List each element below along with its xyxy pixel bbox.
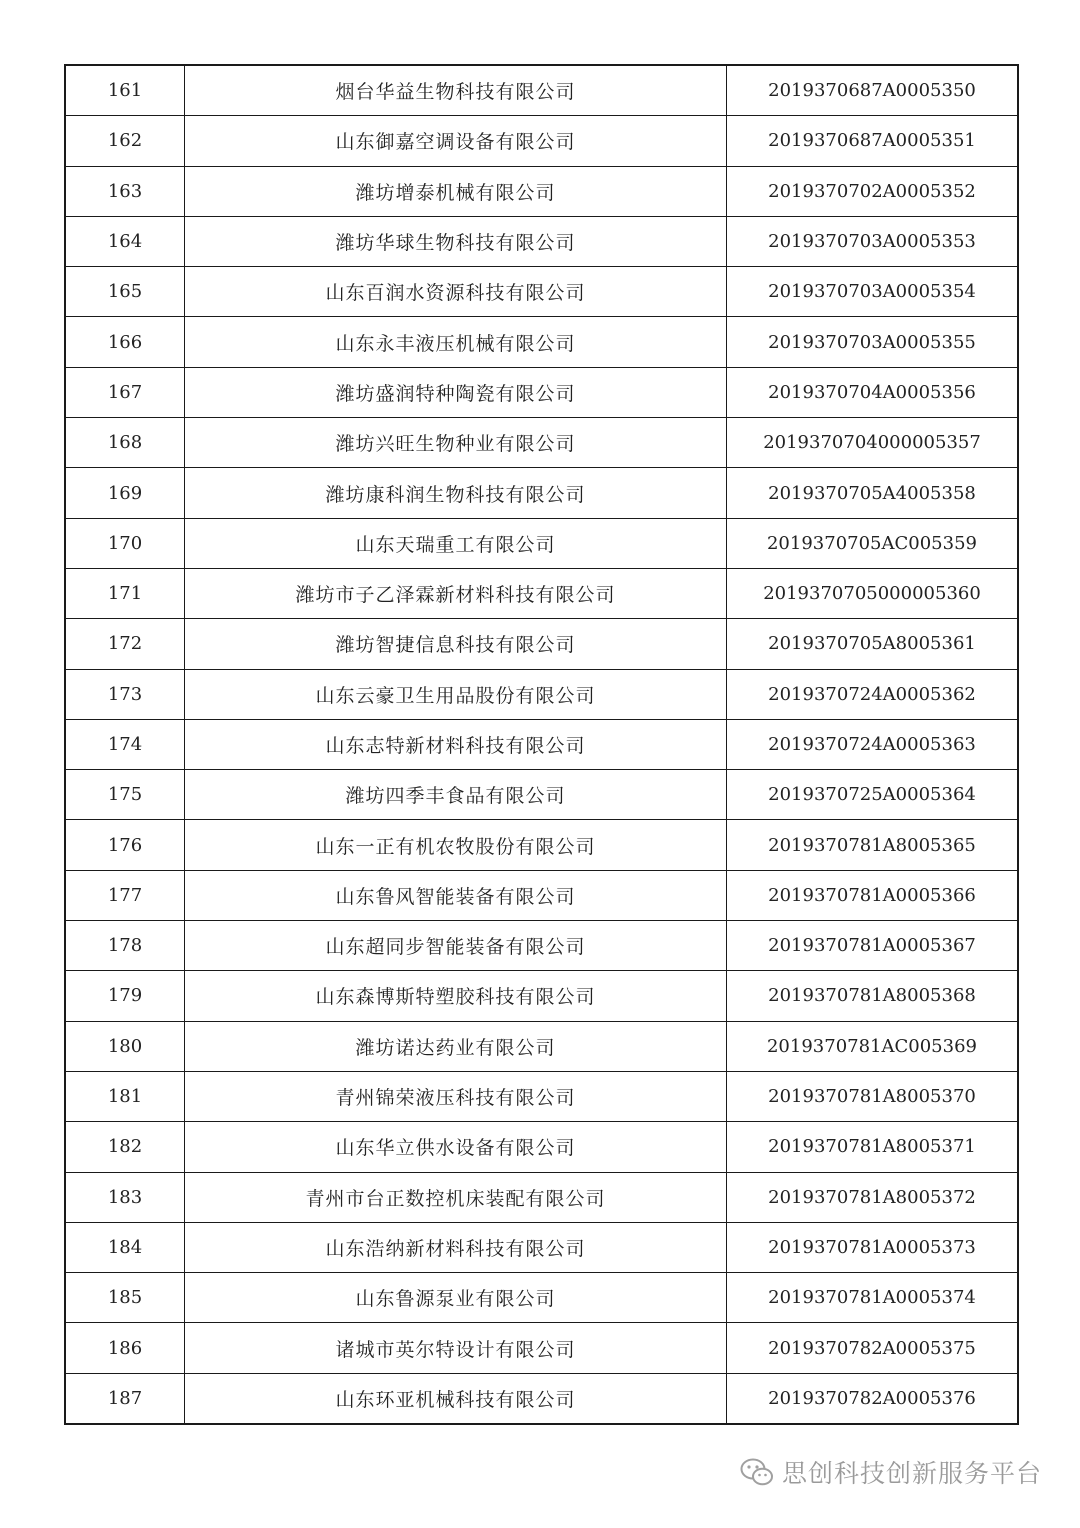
table-row	[65, 65, 1018, 116]
company-name-cell: 山东环亚机械科技有限公司	[185, 1373, 727, 1424]
registration-code-cell: 2019370781A0005366	[727, 870, 1019, 920]
registration-code-cell: 2019370781A8005372	[727, 1172, 1019, 1222]
table-row	[65, 418, 1018, 468]
company-name-cell: 山东超同步智能装备有限公司	[185, 921, 727, 971]
watermark	[740, 1452, 1042, 1492]
table-row	[65, 468, 1018, 518]
table-row	[65, 870, 1018, 920]
registration-code-cell: 2019370724A0005362	[727, 669, 1019, 719]
registration-code-cell: 2019370781A0005374	[727, 1273, 1019, 1323]
row-index-cell: 178	[65, 921, 185, 971]
company-name-cell: 山东云豪卫生用品股份有限公司	[185, 669, 727, 719]
company-name-cell: 青州锦荣液压科技有限公司	[185, 1071, 727, 1121]
row-index-cell: 184	[65, 1222, 185, 1272]
company-name-cell: 山东浩纳新材料科技有限公司	[185, 1222, 727, 1272]
row-index-cell: 183	[65, 1172, 185, 1222]
row-index-cell: 177	[65, 870, 185, 920]
registration-code-cell: 2019370781A8005371	[727, 1122, 1019, 1172]
table-row	[65, 1373, 1018, 1424]
registration-code-cell: 2019370781A0005373	[727, 1222, 1019, 1272]
row-index-cell: 165	[65, 267, 185, 317]
row-index-cell: 176	[65, 820, 185, 870]
registration-code-cell: 2019370702A0005352	[727, 166, 1019, 216]
company-name-cell: 潍坊盛润特种陶瓷有限公司	[185, 367, 727, 417]
registration-code-cell: 2019370781A0005367	[727, 921, 1019, 971]
company-name-cell: 山东一正有机农牧股份有限公司	[185, 820, 727, 870]
company-name-cell: 山东御嘉空调设备有限公司	[185, 116, 727, 166]
company-name-cell: 潍坊四季丰食品有限公司	[185, 770, 727, 820]
row-index-cell: 186	[65, 1323, 185, 1373]
table-row	[65, 820, 1018, 870]
company-name-cell: 山东鲁风智能装备有限公司	[185, 870, 727, 920]
watermark-text: 思创科技创新服务平台	[781, 1459, 1042, 1488]
company-name-cell: 潍坊华球生物科技有限公司	[185, 216, 727, 266]
registration-code-cell: 2019370724A0005363	[727, 719, 1019, 769]
registration-code-cell: 2019370781A8005365	[727, 820, 1019, 870]
table-body	[65, 65, 1018, 1424]
table-row	[65, 518, 1018, 568]
table-row	[65, 1172, 1018, 1222]
registration-code-cell: 2019370687A0005351	[727, 116, 1019, 166]
row-index-cell: 181	[65, 1071, 185, 1121]
row-index-cell: 171	[65, 568, 185, 618]
table-row	[65, 1273, 1018, 1323]
row-index-cell: 164	[65, 216, 185, 266]
company-name-cell: 山东森博斯特塑胶科技有限公司	[185, 971, 727, 1021]
company-name-cell: 烟台华益生物科技有限公司	[185, 65, 727, 116]
registration-code-cell: 2019370781A8005370	[727, 1071, 1019, 1121]
registration-code-cell: 2019370782A0005375	[727, 1323, 1019, 1373]
table-row	[65, 921, 1018, 971]
table-row	[65, 1222, 1018, 1272]
row-index-cell: 185	[65, 1273, 185, 1323]
table-row	[65, 568, 1018, 618]
company-name-cell: 山东鲁源泵业有限公司	[185, 1273, 727, 1323]
table-row	[65, 267, 1018, 317]
registration-code-cell: 2019370687A0005350	[727, 65, 1019, 116]
row-index-cell: 173	[65, 669, 185, 719]
row-index-cell: 182	[65, 1122, 185, 1172]
row-index-cell: 161	[65, 65, 185, 116]
row-index-cell: 172	[65, 619, 185, 669]
company-name-cell: 诸城市英尔特设计有限公司	[185, 1323, 727, 1373]
registration-code-cell: 2019370705A4005358	[727, 468, 1019, 518]
wechat-icon	[740, 1457, 774, 1487]
row-index-cell: 162	[65, 116, 185, 166]
row-index-cell: 170	[65, 518, 185, 568]
table-row	[65, 719, 1018, 769]
row-index-cell: 179	[65, 971, 185, 1021]
company-name-cell: 潍坊诺达药业有限公司	[185, 1021, 727, 1071]
registration-code-cell: 2019370781AC005369	[727, 1021, 1019, 1071]
registration-code-cell: 2019370705A8005361	[727, 619, 1019, 669]
registration-code-cell: 2019370703A0005355	[727, 317, 1019, 367]
row-index-cell: 175	[65, 770, 185, 820]
company-name-cell: 潍坊康科润生物科技有限公司	[185, 468, 727, 518]
registration-code-cell: 2019370782A0005376	[727, 1373, 1019, 1424]
company-name-cell: 山东百润水资源科技有限公司	[185, 267, 727, 317]
company-name-cell: 青州市台正数控机床装配有限公司	[185, 1172, 727, 1222]
table-row	[65, 216, 1018, 266]
table-row	[65, 1071, 1018, 1121]
table-row	[65, 669, 1018, 719]
company-name-cell: 山东天瑞重工有限公司	[185, 518, 727, 568]
table-row	[65, 971, 1018, 1021]
table-row	[65, 166, 1018, 216]
company-name-cell: 潍坊市子乙泽霖新材料科技有限公司	[185, 568, 727, 618]
registration-code-cell: 2019370725A0005364	[727, 770, 1019, 820]
registration-code-cell: 2019370781A8005368	[727, 971, 1019, 1021]
row-index-cell: 187	[65, 1373, 185, 1424]
company-name-cell: 潍坊增泰机械有限公司	[185, 166, 727, 216]
row-index-cell: 166	[65, 317, 185, 367]
company-list-table	[64, 64, 1019, 1425]
registration-code-cell: 2019370705AC005359	[727, 518, 1019, 568]
registration-code-cell: 2019370703A0005353	[727, 216, 1019, 266]
company-name-cell: 山东华立供水设备有限公司	[185, 1122, 727, 1172]
table-row	[65, 1122, 1018, 1172]
row-index-cell: 168	[65, 418, 185, 468]
company-name-cell: 山东志特新材料科技有限公司	[185, 719, 727, 769]
registration-code-cell: 2019370704000005357	[727, 418, 1019, 468]
registration-code-cell: 2019370704A0005356	[727, 367, 1019, 417]
table-row	[65, 770, 1018, 820]
registration-code-cell: 2019370703A0005354	[727, 267, 1019, 317]
table-row	[65, 1021, 1018, 1071]
row-index-cell: 167	[65, 367, 185, 417]
table-row	[65, 619, 1018, 669]
registration-code-cell: 2019370705000005360	[727, 568, 1019, 618]
row-index-cell: 174	[65, 719, 185, 769]
row-index-cell: 163	[65, 166, 185, 216]
company-name-cell: 潍坊智捷信息科技有限公司	[185, 619, 727, 669]
company-name-cell: 潍坊兴旺生物种业有限公司	[185, 418, 727, 468]
row-index-cell: 180	[65, 1021, 185, 1071]
table-row	[65, 367, 1018, 417]
table-row	[65, 1323, 1018, 1373]
row-index-cell: 169	[65, 468, 185, 518]
table-row	[65, 317, 1018, 367]
company-name-cell: 山东永丰液压机械有限公司	[185, 317, 727, 367]
table-row	[65, 116, 1018, 166]
